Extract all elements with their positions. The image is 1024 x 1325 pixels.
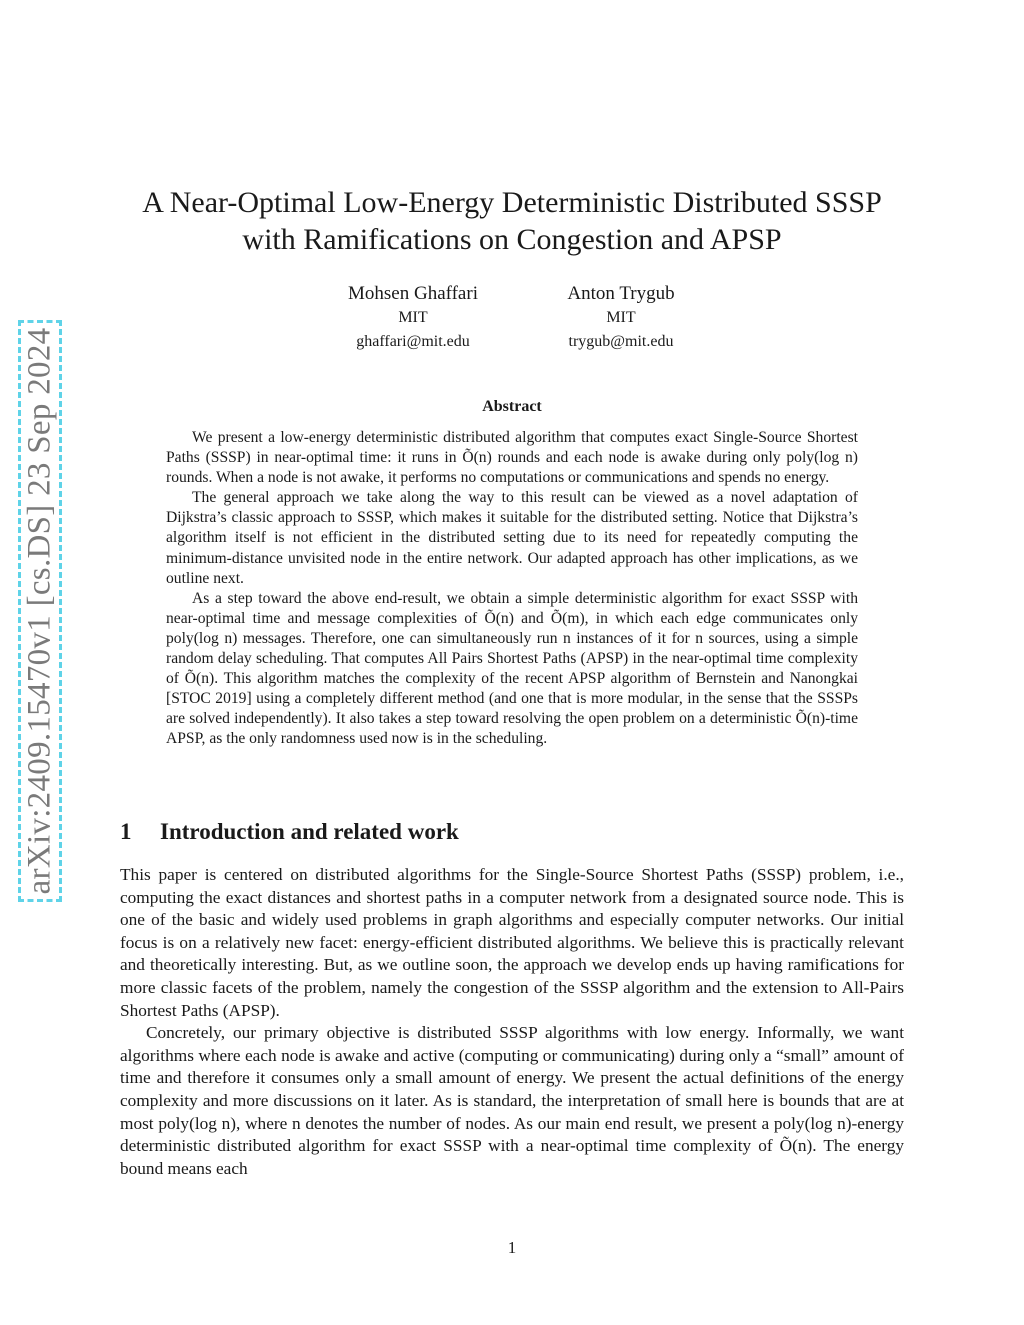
author-block-2 [531,283,711,353]
author-name: Anton Trygub [567,283,675,304]
body-paragraph: Concretely, our primary objective is distributed SSSP algorithms with low energy. Informally, we want algorithms where each node is awake and active (computing or communicating) during only a “small” amount of time and therefore it consumes only a small amount of energy. We present the actual definitions of the energy complexity and more discussions on it later. As is standard, the interpretation of small here is bounds that are at most poly(log n), where n denotes the number of nodes. As our main end result, we present a poly(log n)-energy deterministic distributed algorithm for exact SSSP with a near-optimal time complexity of Õ(n). The energy bound means each [120,1023,904,1178]
author-email: ghaffari@mit.edu [356,333,470,350]
author-affiliation: MIT [606,309,636,326]
author-block-1 [323,283,503,353]
body-paragraph: This paper is centered on distributed algorithms for the Single-Source Shortest Paths (SSSP) problem, i.e., computing the exact distances and shortest paths in a computer network from a designated source node. This is one of the basic and widely used problems in graph algorithms and especially computer networks. Our initial focus is on a relatively new facet: energy-efficient distributed algorithms. We believe this is practically relevant and theoretically interesting. But, as we outline soon, the approach we develop ends up having ramifications for more classic facets of the problem, namely the congestion of the SSSP algorithm and the extension to All-Pairs Shortest Paths (APSP). [120,865,904,1020]
abstract-heading: Abstract [482,398,542,415]
page-number: 1 [507,1238,517,1257]
abstract-body [166,428,858,750]
abstract-paragraph: As a step toward the above end-result, we obtain a simple deterministic algorithm for exact SSSP with near-optimal time and message complexities of Õ(n) and Õ(m), in which each edge communicates only poly(log n) messages. Therefore, one can simultaneously run n instances of it for n sources, using a simple random delay scheduling. That computes All Pairs Shortest Paths (APSP) in the near-optimal time complexity of Õ(n). This algorithm matches the complexity of the recent APSP algorithm of Bernstein and Nanongkai [STOC 2019] using a completely different method (and one that is more modular, in the sense that the SSSPs are solved independently). It also takes a step toward resolving the open problem on a deterministic Õ(n)-time APSP, as the only randomness used now is in the scheduling. [166,589,858,748]
section-heading [120,819,459,845]
section-title: Introduction and related work [160,819,459,844]
arxiv-identifier: arXiv:2409.15470v1 [cs.DS] 23 Sep 2024 [21,327,58,895]
abstract-paragraph: The general approach we take along the way to this result can be viewed as a novel adaptation of Dijkstra’s classic approach to SSSP, which makes it suitable for the distributed setting. Notice that Dijkstra’s algorithm itself is not efficient in the distributed setting due to its need for repeatedly computing the minimum-distance unvisited node in the entire network. Our adapted approach has other implications, as we outline next. [166,489,858,587]
author-email: trygub@mit.edu [568,333,674,350]
title-line-2: with Ramifications on Congestion and APSP [242,223,782,256]
author-affiliation: MIT [398,309,428,326]
author-name: Mohsen Ghaffari [348,283,478,304]
section-number: 1 [120,819,132,844]
body-text [120,864,904,1180]
title-line-1: A Near-Optimal Low-Energy Deterministic Distributed SSSP [142,186,882,219]
paper-title [120,184,904,258]
abstract-paragraph: We present a low-energy deterministic distributed algorithm that computes exact Single-Source Shortest Paths (SSSP) in near-optimal time: it runs in Õ(n) rounds and each node is awake during only poly(log n) rounds. When a node is not awake, it performs no computations or communications and spends no energy. [166,429,858,487]
